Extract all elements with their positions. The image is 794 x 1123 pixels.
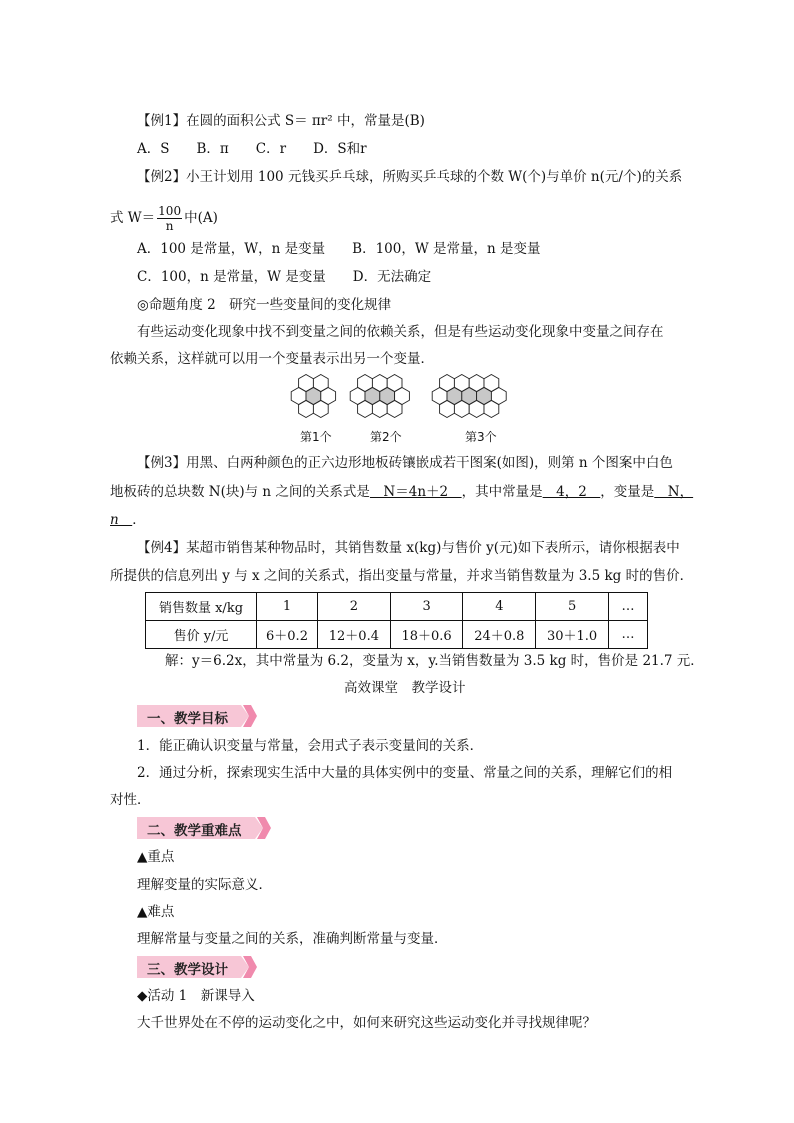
answer-variables: N， <box>654 484 694 500</box>
table-cell: … <box>609 621 648 649</box>
table-header-cell: 销售数量 x/kg <box>146 593 257 621</box>
example-3-text-a: 地板砖的总块数 N(块)与 n 之间的关系式是 <box>110 484 370 500</box>
table-cell: 24＋0.8 <box>463 621 536 649</box>
proposition-angle-2: ◎命题角度 2 研究一些变量间的变化规律 <box>137 297 392 313</box>
example-2-question-line1: 【例2】小王计划用 100 元钱买乒乓球，所购买乒乓球的个数 W(个)与单价 n(元/个)的关系 <box>137 169 683 185</box>
example-3-text-c: ，变量是 <box>600 484 655 500</box>
pattern-3 <box>432 375 506 418</box>
sales-table <box>145 592 648 649</box>
key-point-label: ▲重点 <box>137 849 175 865</box>
table-cell: … <box>609 593 648 621</box>
table-cell: 5 <box>536 593 609 621</box>
example-3-line2 <box>110 483 693 501</box>
section-banner-key-difficult <box>137 817 271 839</box>
example-2-formula-suffix: 中(A) <box>184 210 218 226</box>
section-title-objectives: 一、教学目标 <box>147 711 228 727</box>
example-4-line1: 【例4】某超市销售某种物品时，其销售数量 x(kg)与售价 y(元)如下表所示，请你根据表中 <box>137 540 680 556</box>
fraction-denominator: n <box>165 219 174 233</box>
table-cell: 12＋0.4 <box>318 621 391 649</box>
example-3-text-b: ，其中常量是 <box>461 484 543 500</box>
table-cell: 6＋0.2 <box>257 621 318 649</box>
key-point-text: 理解变量的实际意义． <box>137 877 272 893</box>
answer-relation: N＝4n＋2 <box>369 484 462 500</box>
example-2-options-cd: C．100，n 是常量，W 是变量 D．无法确定 <box>137 269 432 285</box>
table-cell: 18＋0.6 <box>390 621 463 649</box>
table-cell: 2 <box>318 593 391 621</box>
example-2-question-line2 <box>110 204 218 233</box>
answer-constants: 4，2 <box>542 484 601 500</box>
difficult-point-label: ▲难点 <box>137 904 175 920</box>
fraction-numerator: 100 <box>158 204 182 218</box>
example-3-line3 <box>110 511 146 529</box>
example-2-options-ab: A．100 是常量，W，n 是变量 B．100，W 是常量，n 是变量 <box>137 241 541 257</box>
activity-1-heading: ◆活动 1 新课导入 <box>137 988 255 1004</box>
table-header-cell: 售价 y/元 <box>146 621 257 649</box>
example-2-formula-prefix: 式 W＝ <box>110 210 156 226</box>
example-3-end: ． <box>132 512 146 528</box>
activity-1-text: 大千世界处在不停的运动变化之中，如何来研究这些运动变化并寻找规律呢？ <box>137 1015 596 1031</box>
table-cell: 1 <box>257 593 318 621</box>
table-row <box>146 621 648 649</box>
figure-caption-3: 第3个 <box>465 430 497 444</box>
example-1-options: A．S B．π C．r D．S和r <box>137 141 367 157</box>
center-title: 高效课堂 教学设计 <box>344 680 466 696</box>
table-cell: 3 <box>390 593 463 621</box>
pattern-1 <box>291 375 335 418</box>
example-3-line1: 【例3】用黑、白两种颜色的正六边形地板砖镶嵌成若干图案(如图)，则第 n 个图案中白色 <box>137 455 673 471</box>
hexagon-tile-pattern-figure <box>285 374 525 426</box>
section-title-key-difficult: 二、教学重难点 <box>147 823 242 839</box>
paragraph-line1: 有些运动变化现象中找不到变量之间的依赖关系，但是有些运动变化现象中变量之间存在 <box>137 324 664 340</box>
section-banner-design <box>137 956 257 978</box>
figure-caption-1: 第1个 <box>300 430 332 444</box>
section-title-design: 三、教学设计 <box>147 962 228 978</box>
section-banner-objectives <box>137 705 257 727</box>
example-4-line2: 所提供的信息列出 y 与 x 之间的关系式，指出变量与常量，并求当销售数量为 3.5 kg 时的售价． <box>110 568 694 584</box>
fraction <box>157 204 182 233</box>
objective-item-1: 1．能正确认识变量与常量，会用式子表示变量间的关系． <box>137 738 484 754</box>
table-cell: 30＋1.0 <box>536 621 609 649</box>
example-1-question: 【例1】在圆的面积公式 S＝ πr² 中，常量是(B) <box>137 113 425 129</box>
table-row <box>146 593 648 621</box>
solution-text: 解：y＝6.2x，其中常量为 6.2，变量为 x，y.当销售数量为 3.5 kg 时，售价是 21.7 元． <box>165 653 704 669</box>
paragraph-line2: 依赖关系，这样就可以用一个变量表示出另一个变量． <box>110 351 434 367</box>
answer-variables-cont: n <box>110 512 133 528</box>
objective-item-2-line2: 对性． <box>110 792 151 808</box>
objective-item-2-line1: 2．通过分析，探索现实生活中大量的具体实例中的变量、常量之间的关系，理解它们的相 <box>137 765 673 781</box>
difficult-point-text: 理解常量与变量之间的关系，准确判断常量与变量． <box>137 931 448 947</box>
table-cell: 4 <box>463 593 536 621</box>
figure-caption-2: 第2个 <box>370 430 402 444</box>
pattern-2 <box>350 375 409 418</box>
